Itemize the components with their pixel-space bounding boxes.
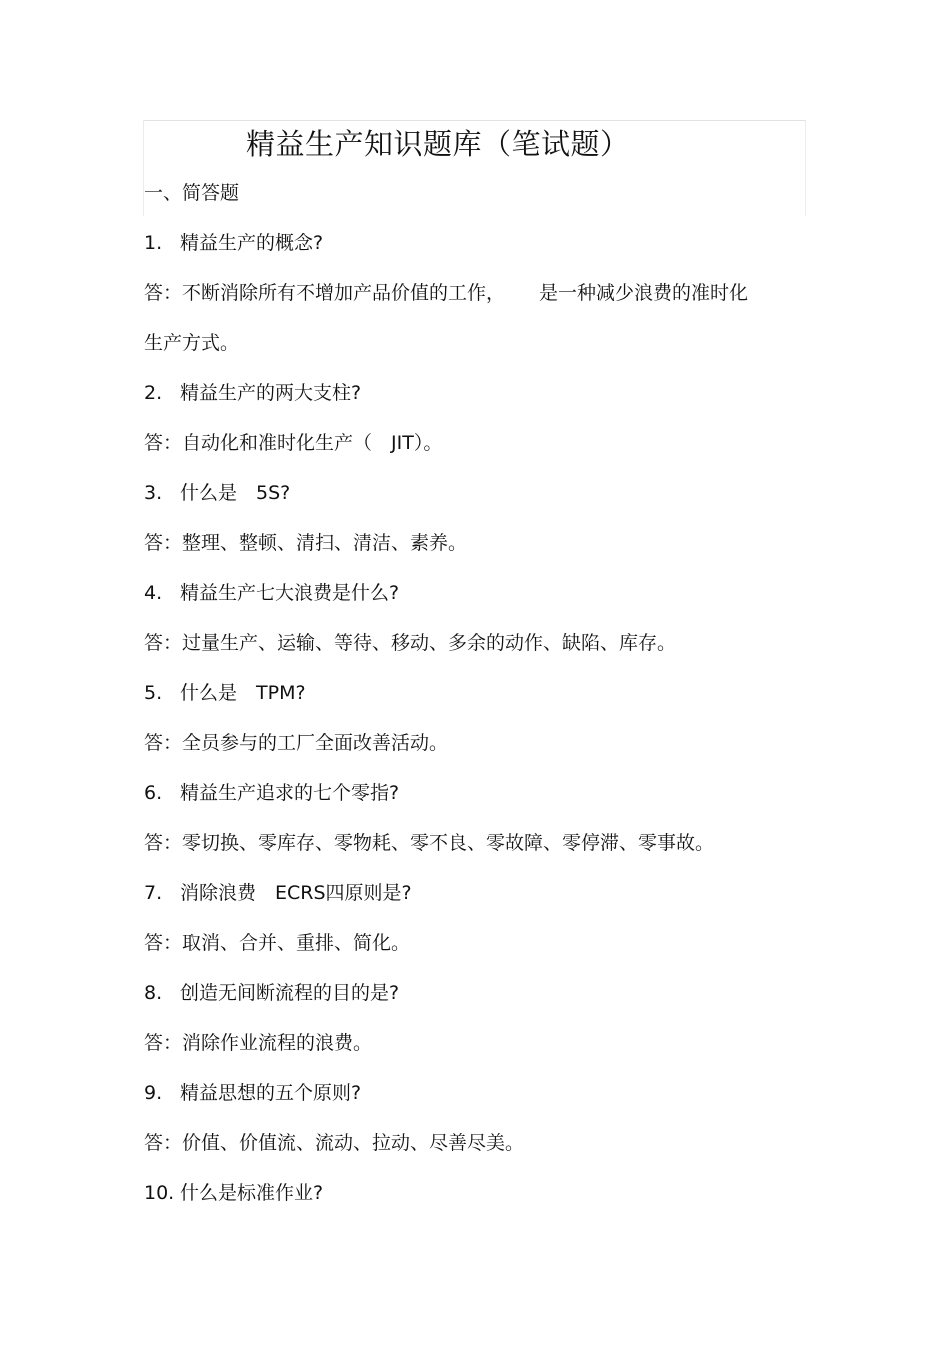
answer-line [144,329,804,357]
question-number: 1. [144,232,163,254]
question-text: 什么是标准作业? [180,1182,324,1204]
answer-line: 答：零切换、零库存、零物耗、零不良、零故障、零停滞、零事故。 [144,832,715,854]
question-number: 9. [144,1082,163,1104]
question-number: 5. [144,682,163,704]
question-text: 消除浪费 ECRS四原则是? [180,882,412,904]
answer-line: 答：取消、合并、重排、简化。 [144,932,411,954]
question-text: 精益思想的五个原则? [180,1082,362,1104]
question-number: 4. [144,582,163,604]
answer-text-wrap: 生产方式。 [144,332,240,354]
answer-line: 答：价值、价值流、流动、拉动、尽善尽美。 [144,1132,525,1154]
answer-line: 答：过量生产、运输、等待、移动、多余的动作、缺陷、库存。 [144,632,677,654]
question-line [144,1179,804,1207]
answer-line [144,279,804,307]
question-line [144,229,804,257]
question-line [144,879,804,907]
question-text: 精益生产追求的七个零指? [180,782,400,804]
answer-text-continued: 是一种减少浪费的准时化 [539,282,749,304]
answer-line: 答：整理、整顿、清扫、清洁、素养。 [144,532,468,554]
answer-line: 答：全员参与的工厂全面改善活动。 [144,732,449,754]
answer-text: 答：不断消除所有不增加产品价值的工作， [144,282,506,304]
question-line [144,579,804,607]
question-text: 什么是 5S? [180,482,291,504]
question-text: 精益生产七大浪费是什么? [180,582,400,604]
question-number: 2. [144,382,163,404]
question-text: 什么是 TPM? [180,682,306,704]
question-number: 10. [144,1182,175,1204]
question-line [144,779,804,807]
answer-line: 答：消除作业流程的浪费。 [144,1032,373,1054]
question-line [144,1079,804,1107]
question-number: 3. [144,482,163,504]
document-title: 精益生产知识题库（笔试题） [246,127,630,161]
question-number: 8. [144,982,163,1004]
question-text: 精益生产的两大支柱? [180,382,362,404]
question-line [144,379,804,407]
question-number: 7. [144,882,163,904]
question-line [144,979,804,1007]
answer-line: 答：自动化和准时化生产（ JIT）。 [144,432,443,454]
section-heading: 一、简答题 [144,182,240,204]
qa-list [144,229,804,1229]
question-text: 创造无间断流程的目的是? [180,982,400,1004]
question-line [144,479,804,507]
question-text: 精益生产的概念? [180,232,324,254]
question-line [144,679,804,707]
question-number: 6. [144,782,163,804]
